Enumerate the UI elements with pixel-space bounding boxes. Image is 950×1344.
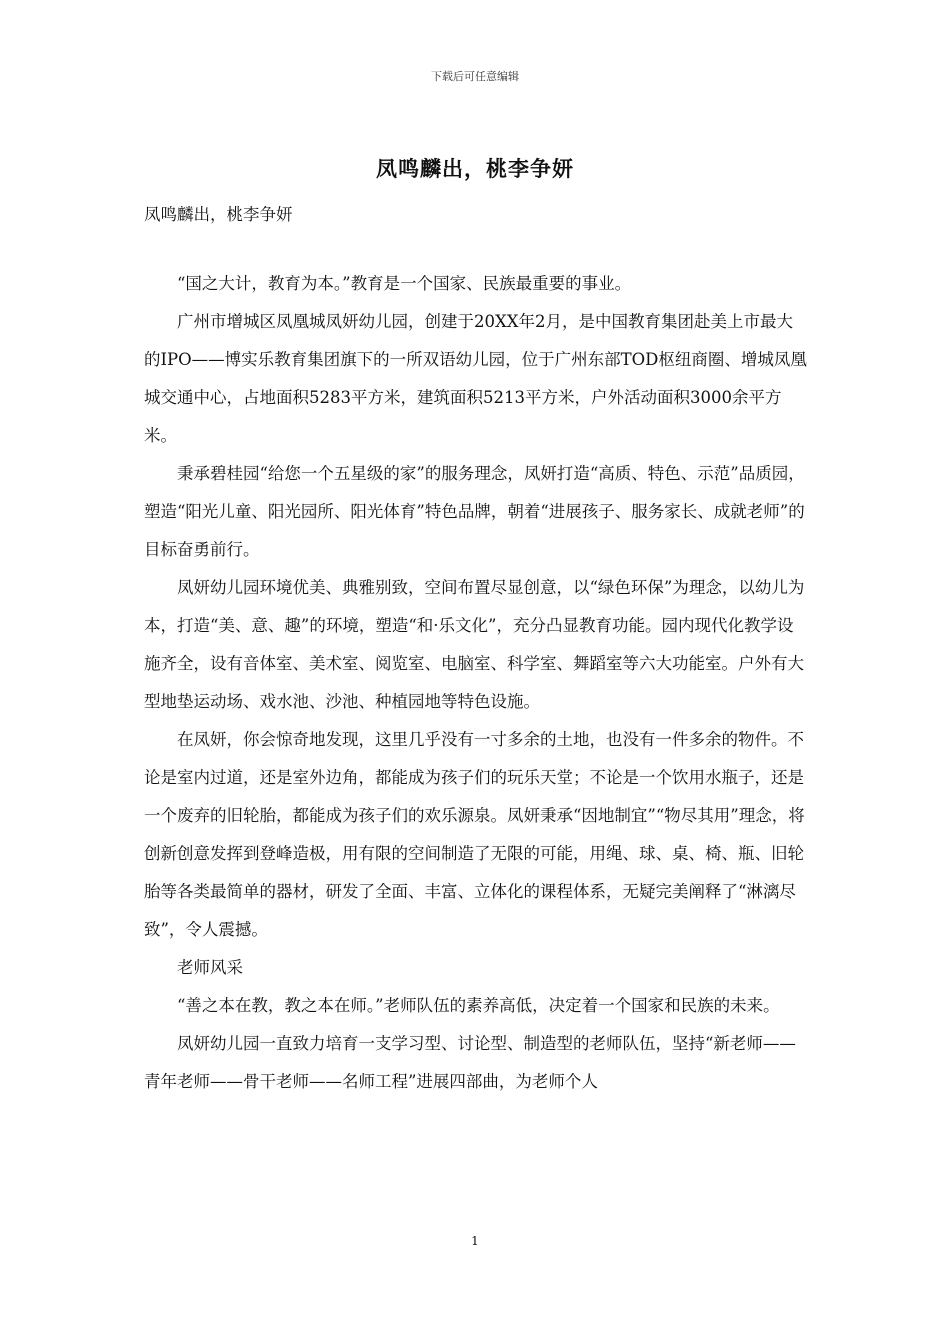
paragraph: 秉承碧桂园“给您一个五星级的家”的服务理念，凤妍打造“高质、特色、示范”品质园，塑造“阳光儿童、阳光园所、阳光体育”特色品牌，朝着“进展孩子、服务家长、成就老师”的目标奋勇前行。 <box>144 464 805 559</box>
document-title: 凤鸣麟出，桃李争妍 <box>376 156 574 181</box>
paragraph: 凤妍幼儿园一直致力培育一支学习型、讨论型、制造型的老师队伍，坚持“新老师——青年老师——骨干老师——名师工程”进展四部曲，为老师个人 <box>144 1034 796 1091</box>
paragraph: “善之本在教，教之本在师。”老师队伍的素养高低，决定着一个国家和民族的未来。 <box>177 996 780 1015</box>
paragraph: “国之大计，教育为本。”教育是一个国家、民族最重要的事业。 <box>177 274 632 293</box>
page-number: 1 <box>471 1234 479 1248</box>
paragraph: 在凤妍，你会惊奇地发现，这里几乎没有一寸多余的土地，也没有一件多余的物件。不论是室内过道，还是室外边角，都能成为孩子们的玩乐天堂；不论是一个饮用水瓶子，还是一个废弃的旧轮胎，都能成为孩子们的欢乐源泉。凤妍秉承“因地制宜”“物尽其用”理念，将创新创意发挥到登峰造极，用有限的空间制造了无限的可能，用绳、球、桌、椅、瓶、旧轮胎等各类最简单的器材，研发了全面、丰富、立体化的课程体系，无疑完美阐释了“淋漓尽致”，令人震撼。 <box>144 730 805 939</box>
paragraph: 凤妍幼儿园环境优美、典雅别致，空间布置尽显创意，以“绿色环保”为理念，以幼儿为本，打造“美、意、趣”的环境，塑造“和·乐文化”，充分凸显教育功能。园内现代化教学设施齐全，设有音体室、美术室、阅览室、电脑室、科学室、舞蹈室等六大功能室。户外有大型地垫运动场、戏水池、沙池、种植园地等特色设施。 <box>144 578 805 711</box>
document-subtitle: 凤鸣麟出，桃李争妍 <box>144 205 293 224</box>
page-header: 下载后可任意编辑 <box>431 70 519 83</box>
document-body <box>144 265 808 1101</box>
paragraph: 广州市增城区凤凰城凤妍幼儿园，创建于20XX年2月，是中国教育集团赴美上市最大的IPO——博实乐教育集团旗下的一所双语幼儿园，位于广州东部TOD枢纽商圈、增城凤凰城交通中心，占地面积5283平方米，建筑面积5213平方米，户外活动面积3000余平方米。 <box>144 312 807 445</box>
section-heading: 老师风采 <box>177 958 243 977</box>
